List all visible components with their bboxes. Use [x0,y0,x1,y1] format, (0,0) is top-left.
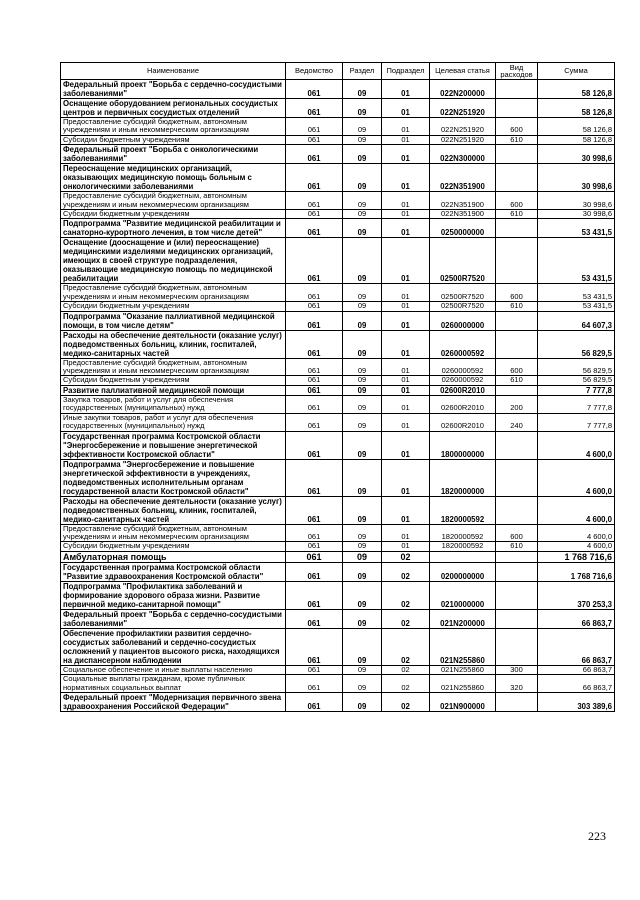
cell-cs: 02600R2010 [430,413,496,431]
cell-razd: 09 [343,376,382,385]
cell-name: Социальное обеспечение и иные выплаты населению [61,665,286,674]
table-row [61,192,615,210]
cell-ved: 061 [286,210,343,219]
cell-razd: 09 [343,413,382,431]
header-podrazdel: Подраздел [382,63,430,80]
cell-name: Предоставление субсидий бюджетным, автономным учреждениям и иным некоммерческим организациям [61,192,286,210]
cell-name: Социальные выплаты гражданам, кроме публичных нормативных социальных выплат [61,675,286,693]
table-row [61,135,615,144]
cell-ved: 061 [286,395,343,413]
cell-razd: 09 [343,219,382,238]
cell-razd: 09 [343,302,382,311]
cell-name: Субсидии бюджетным учреждениям [61,210,286,219]
cell-cs [430,551,496,562]
cell-vr: 610 [496,302,538,311]
cell-name: Субсидии бюджетным учреждениям [61,135,286,144]
cell-vr [496,145,538,164]
cell-razd: 09 [343,628,382,665]
cell-pod: 01 [382,302,430,311]
cell-vr [496,219,538,238]
cell-vr [496,80,538,99]
table-row [61,609,615,628]
cell-vr [496,238,538,284]
cell-ved: 061 [286,609,343,628]
cell-sum: 4 600,0 [538,496,615,524]
cell-vr [496,496,538,524]
cell-name: Иные закупки товаров, работ и услуг для обеспечения государственных (муниципальных) нужд [61,413,286,431]
cell-razd: 09 [343,496,382,524]
cell-ved: 061 [286,311,343,330]
cell-vr: 610 [496,210,538,219]
cell-vr [496,628,538,665]
cell-ved: 061 [286,145,343,164]
cell-ved: 061 [286,692,343,711]
cell-ved: 061 [286,219,343,238]
cell-cs: 021N255860 [430,628,496,665]
cell-razd: 09 [343,99,382,118]
table-row [61,628,615,665]
cell-sum: 58 126,8 [538,135,615,144]
cell-name: Государственная программа Костромской области "Энергосбережение и повышение энергетической эффективности Костромской области" [61,431,286,459]
cell-ved: 061 [286,358,343,376]
cell-name: Государственная программа Костромской области "Развитие здравоохранения Костромской области" [61,562,286,581]
cell-razd: 09 [343,330,382,358]
cell-sum: 7 777,8 [538,395,615,413]
cell-name: Федеральный проект "Модернизация первичного звена здравоохранения Российской Федерации" [61,692,286,711]
cell-pod: 01 [382,80,430,99]
cell-cs: 0250000000 [430,219,496,238]
cell-sum: 53 431,5 [538,302,615,311]
cell-sum: 58 126,8 [538,80,615,99]
table-row [61,376,615,385]
cell-pod: 01 [382,524,430,542]
cell-pod: 02 [382,675,430,693]
cell-name: Предоставление субсидий бюджетным, автономным учреждениям и иным некоммерческим организациям [61,284,286,302]
cell-pod: 01 [382,192,430,210]
cell-ved: 061 [286,496,343,524]
table-row [61,284,615,302]
cell-sum: 30 998,6 [538,192,615,210]
cell-razd: 09 [343,431,382,459]
cell-sum: 370 253,3 [538,581,615,609]
cell-cs: 02600R2010 [430,385,496,395]
cell-ved: 061 [286,376,343,385]
cell-ved: 061 [286,302,343,311]
cell-pod: 01 [382,238,430,284]
cell-sum: 56 829,5 [538,358,615,376]
table-row [61,219,615,238]
table-row [61,302,615,311]
cell-razd: 09 [343,395,382,413]
table-row [61,562,615,581]
cell-vr: 320 [496,675,538,693]
header-row [61,63,615,80]
cell-pod: 01 [382,311,430,330]
cell-name: Оснащение (дооснащение и (или) переоснащение) медицинскими изделиями медицинских организаций, имеющих в своей структуре подразделения, оказывающие медицинскую помощь по медицинской реабилитации [61,238,286,284]
cell-name: Субсидии бюджетным учреждениям [61,376,286,385]
cell-ved: 061 [286,551,343,562]
cell-razd: 09 [343,358,382,376]
cell-ved: 061 [286,135,343,144]
cell-pod: 01 [382,376,430,385]
cell-vr: 240 [496,413,538,431]
cell-razd: 09 [343,145,382,164]
cell-cs: 022N251920 [430,118,496,136]
cell-sum: 66 863,7 [538,628,615,665]
cell-pod: 02 [382,581,430,609]
table-row [61,581,615,609]
cell-sum: 66 863,7 [538,609,615,628]
cell-ved: 061 [286,164,343,192]
cell-razd: 09 [343,311,382,330]
cell-cs: 022N251920 [430,135,496,144]
cell-name: Закупка товаров, работ и услуг для обеспечения государственных (муниципальных) нужд [61,395,286,413]
cell-name: Подпрограмма "Развитие медицинской реабилитации и санаторно-курортного лечения, в том числе детей" [61,219,286,238]
table-row [61,675,615,693]
table-row [61,330,615,358]
cell-ved: 061 [286,238,343,284]
cell-vr: 200 [496,395,538,413]
cell-sum: 7 777,8 [538,385,615,395]
cell-pod: 02 [382,609,430,628]
cell-pod: 01 [382,164,430,192]
cell-name: Подпрограмма "Профилактика заболеваний и формирование здорового образа жизни. Развитие первичной медико-санитарной помощи" [61,581,286,609]
cell-pod: 01 [382,542,430,551]
cell-name: Субсидии бюджетным учреждениям [61,302,286,311]
cell-cs: 022N200000 [430,80,496,99]
cell-razd: 09 [343,135,382,144]
cell-pod: 01 [382,358,430,376]
cell-razd: 09 [343,581,382,609]
cell-ved: 061 [286,192,343,210]
cell-vr [496,459,538,496]
cell-vr [496,692,538,711]
cell-cs: 02500R7520 [430,284,496,302]
cell-sum: 4 600,0 [538,459,615,496]
cell-razd: 09 [343,551,382,562]
cell-cs: 1820000592 [430,524,496,542]
table-row [61,80,615,99]
cell-razd: 09 [343,524,382,542]
cell-ved: 061 [286,459,343,496]
cell-cs: 1820000000 [430,459,496,496]
cell-name: Федеральный проект "Борьба с онкологическими заболеваниями" [61,145,286,164]
cell-name: Оснащение оборудованием региональных сосудистых центров и первичных сосудистых отделений [61,99,286,118]
table-row [61,496,615,524]
cell-sum: 1 768 716,6 [538,551,615,562]
cell-sum: 303 389,6 [538,692,615,711]
cell-razd: 09 [343,562,382,581]
cell-name: Предоставление субсидий бюджетным, автономным учреждениям и иным некоммерческим организациям [61,524,286,542]
cell-vr [496,311,538,330]
cell-cs: 1820000592 [430,542,496,551]
cell-sum: 4 600,0 [538,431,615,459]
cell-pod: 01 [382,413,430,431]
table-row [61,311,615,330]
cell-ved: 061 [286,542,343,551]
cell-sum: 4 600,0 [538,524,615,542]
cell-ved: 061 [286,562,343,581]
table-row [61,542,615,551]
cell-vr: 610 [496,376,538,385]
cell-ved: 061 [286,118,343,136]
cell-ved: 061 [286,675,343,693]
cell-vr [496,385,538,395]
table-row [61,385,615,395]
header-sum: Сумма [538,63,615,80]
cell-ved: 061 [286,284,343,302]
cell-cs: 0260000592 [430,330,496,358]
cell-vr [496,99,538,118]
cell-pod: 01 [382,219,430,238]
cell-razd: 09 [343,665,382,674]
cell-razd: 09 [343,118,382,136]
cell-ved: 061 [286,524,343,542]
cell-pod: 01 [382,284,430,302]
table-body [61,80,615,712]
cell-sum: 56 829,5 [538,376,615,385]
header-expense-type: Вид расходов [496,63,538,80]
budget-table-sheet [60,62,614,712]
cell-name: Амбулаторная помощь [61,551,286,562]
cell-ved: 061 [286,628,343,665]
cell-vr: 600 [496,358,538,376]
cell-ved: 061 [286,385,343,395]
cell-razd: 09 [343,210,382,219]
cell-pod: 02 [382,562,430,581]
cell-razd: 09 [343,284,382,302]
cell-ved: 061 [286,330,343,358]
cell-cs: 022N251920 [430,99,496,118]
header-target-article: Целевая статья [430,63,496,80]
cell-pod: 02 [382,665,430,674]
table-row [61,145,615,164]
cell-name: Субсидии бюджетным учреждениям [61,542,286,551]
table-row [61,413,615,431]
cell-razd: 09 [343,459,382,496]
cell-sum: 58 126,8 [538,99,615,118]
cell-vr [496,330,538,358]
cell-vr [496,551,538,562]
cell-pod: 01 [382,118,430,136]
cell-razd: 09 [343,609,382,628]
cell-name: Подпрограмма "Энергосбережение и повышение энергетической эффективности в учреждениях, подведомственных исполнительным органам государственной власти Костромской области" [61,459,286,496]
table-row [61,431,615,459]
cell-sum: 56 829,5 [538,330,615,358]
cell-name: Федеральный проект "Борьба с сердечно-сосудистыми заболеваниями" [61,80,286,99]
cell-pod: 02 [382,628,430,665]
cell-pod: 01 [382,431,430,459]
cell-cs: 022N351900 [430,210,496,219]
cell-cs: 022N300000 [430,145,496,164]
cell-cs: 021N255860 [430,665,496,674]
cell-name: Федеральный проект "Борьба с сердечно-сосудистыми заболеваниями" [61,609,286,628]
cell-pod: 01 [382,210,430,219]
cell-name: Расходы на обеспечение деятельности (оказание услуг) подведомственных больниц, клиник, госпиталей, медико-санитарных частей [61,330,286,358]
table-row [61,459,615,496]
cell-sum: 1 768 716,6 [538,562,615,581]
cell-pod: 01 [382,395,430,413]
cell-pod: 01 [382,99,430,118]
budget-table [60,62,615,712]
cell-ved: 061 [286,581,343,609]
cell-vr: 610 [496,135,538,144]
cell-cs: 022N351900 [430,192,496,210]
cell-pod: 01 [382,459,430,496]
cell-razd: 09 [343,238,382,284]
cell-pod: 01 [382,145,430,164]
cell-vr [496,164,538,192]
cell-vr [496,609,538,628]
cell-razd: 09 [343,80,382,99]
cell-razd: 09 [343,675,382,693]
cell-cs: 0260000592 [430,358,496,376]
cell-name: Подпрограмма "Оказание паллиативной медицинской помощи, в том числе детям" [61,311,286,330]
table-row [61,358,615,376]
cell-sum: 53 431,5 [538,284,615,302]
cell-cs: 0210000000 [430,581,496,609]
cell-vr: 610 [496,542,538,551]
cell-vr [496,581,538,609]
header-name: Наименование [61,63,286,80]
cell-pod: 02 [382,692,430,711]
cell-cs: 0260000592 [430,376,496,385]
cell-pod: 02 [382,551,430,562]
cell-razd: 09 [343,164,382,192]
cell-pod: 01 [382,135,430,144]
table-row [61,524,615,542]
table-row [61,210,615,219]
cell-razd: 09 [343,542,382,551]
table-row [61,692,615,711]
cell-name: Обеспечение профилактики развития сердечно-сосудистых заболеваний и сердечно-сосудистых осложнений у пациентов высокого риска, находящихся на диспансерном наблюдении [61,628,286,665]
cell-cs: 02600R2010 [430,395,496,413]
cell-name: Расходы на обеспечение деятельности (оказание услуг) подведомственных больниц, клиник, госпиталей, медико-санитарных частей [61,496,286,524]
cell-cs: 0200000000 [430,562,496,581]
cell-name: Переоснащение медицинских организаций, оказывающих медицинскую помощь больным с онкологическими заболеваниями [61,164,286,192]
cell-ved: 061 [286,99,343,118]
table-row [61,238,615,284]
cell-razd: 09 [343,385,382,395]
cell-cs: 02500R7520 [430,302,496,311]
cell-sum: 4 600,0 [538,542,615,551]
cell-sum: 66 863,7 [538,665,615,674]
cell-ved: 061 [286,665,343,674]
table-row [61,551,615,562]
header-razdel: Раздел [343,63,382,80]
cell-sum: 7 777,8 [538,413,615,431]
table-row [61,118,615,136]
cell-sum: 58 126,8 [538,118,615,136]
cell-sum: 30 998,6 [538,210,615,219]
cell-cs: 0260000000 [430,311,496,330]
cell-cs: 1820000592 [430,496,496,524]
cell-sum: 53 431,5 [538,238,615,284]
cell-ved: 061 [286,431,343,459]
cell-razd: 09 [343,692,382,711]
table-row [61,164,615,192]
cell-name: Предоставление субсидий бюджетным, автономным учреждениям и иным некоммерческим организациям [61,358,286,376]
cell-ved: 061 [286,413,343,431]
cell-cs: 1800000000 [430,431,496,459]
cell-cs: 021N255860 [430,675,496,693]
cell-vr: 600 [496,118,538,136]
cell-vr: 300 [496,665,538,674]
table-row [61,665,615,674]
cell-ved: 061 [286,80,343,99]
cell-sum: 64 607,3 [538,311,615,330]
cell-cs: 021N200000 [430,609,496,628]
cell-sum: 66 863,7 [538,675,615,693]
cell-cs: 02500R7520 [430,238,496,284]
cell-cs: 022N351900 [430,164,496,192]
table-row [61,99,615,118]
cell-razd: 09 [343,192,382,210]
cell-pod: 01 [382,330,430,358]
cell-pod: 01 [382,385,430,395]
table-row [61,395,615,413]
cell-vr [496,431,538,459]
cell-name: Развитие паллиативной медицинской помощи [61,385,286,395]
cell-name: Предоставление субсидий бюджетным, автономным учреждениям и иным некоммерческим организациям [61,118,286,136]
cell-vr: 600 [496,192,538,210]
cell-pod: 01 [382,496,430,524]
cell-vr: 600 [496,524,538,542]
cell-vr: 600 [496,284,538,302]
cell-sum: 30 998,6 [538,164,615,192]
cell-vr [496,562,538,581]
cell-cs: 021N900000 [430,692,496,711]
cell-sum: 30 998,6 [538,145,615,164]
page-number: 223 [588,829,606,843]
header-vedomstvo: Ведомство [286,63,343,80]
cell-sum: 53 431,5 [538,219,615,238]
